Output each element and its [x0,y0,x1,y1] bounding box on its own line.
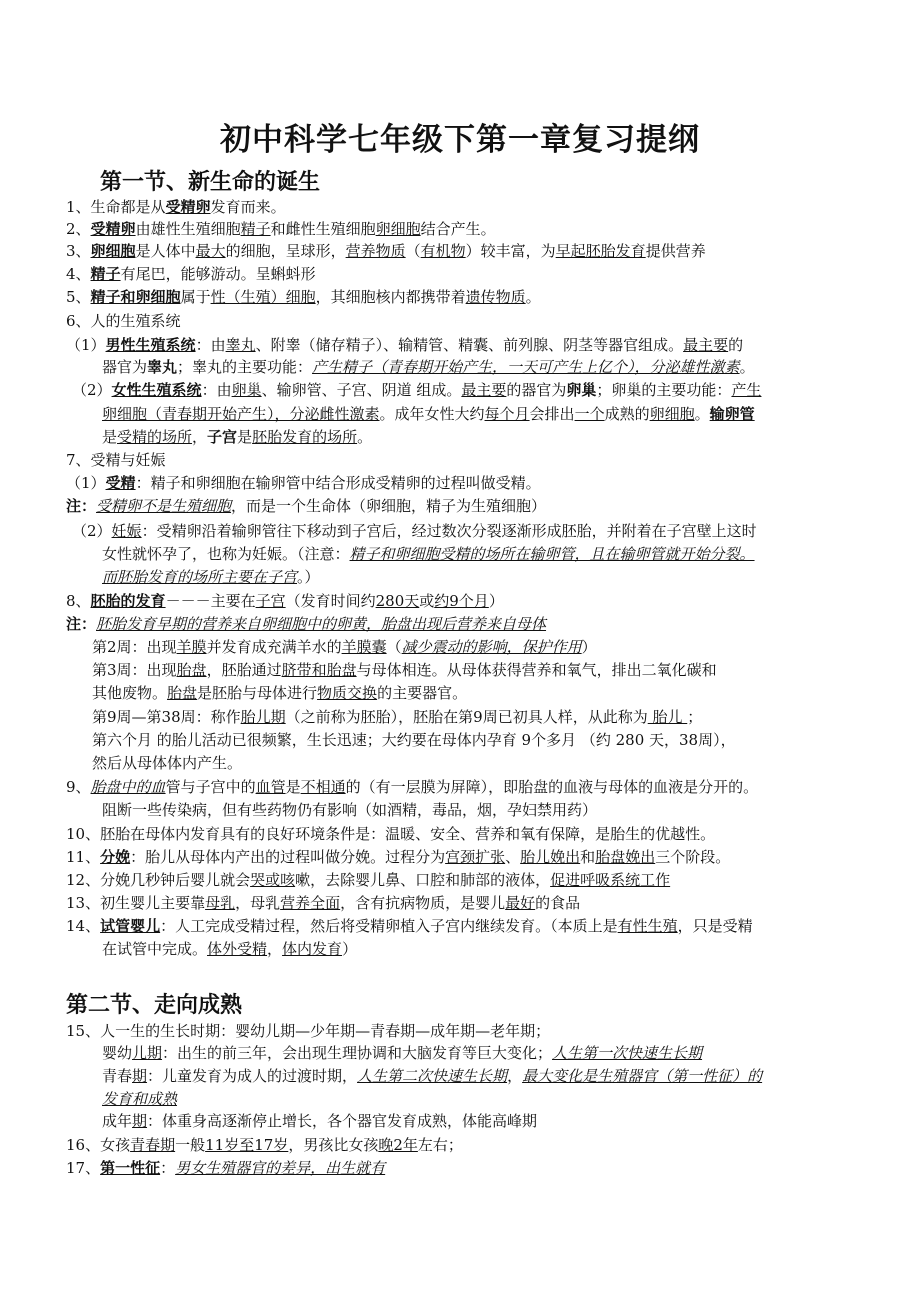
line-text: 16、女孩 [66,1136,131,1154]
line-text: ；卵巢的主要功能： [596,381,732,399]
underlined-text: 产生精子（青春期开始产生，一天可产生上亿个），分泌雄性激素 [312,358,740,376]
key-term: 精子 [90,265,121,283]
underlined-text: 精子和卵细胞受精的场所在输卵管，且在输卵管就开始分裂。 [349,545,755,563]
line-text: 是 [102,428,118,446]
underlined-text: 胎盘 [176,661,207,679]
line-text: 。） [297,568,320,586]
key-term: 子宫 [207,428,238,446]
line-text: 第9周—第38周：称作 [92,708,241,726]
line-text: 。 [357,428,373,446]
line-text: （ [405,242,421,260]
underlined-text: 最好 [505,894,536,912]
underlined-text: 物质交换 [317,684,378,702]
outline-line [66,1134,463,1156]
line-text: 青春 [102,1067,133,1085]
key-term: 注： [66,497,97,515]
line-text: 14、 [66,917,101,935]
line-text: 12、分娩几秒钟后婴儿就会 [66,871,251,889]
outline-line [92,636,597,658]
outline-line [66,263,316,285]
underlined-text: 有性生殖 [617,917,678,935]
line-text: ，胚胎通过 [206,661,282,679]
line-text: 。 [525,288,541,306]
line-text: 结合产生。 [420,220,496,238]
line-text: 、 [505,848,521,866]
line-text: 由雄性生殖细胞 [135,220,241,238]
line-text: 1、生命都是从 [66,198,166,216]
line-text: 6、人的生殖系统 [66,312,181,330]
line-text: 是 [237,428,253,446]
line-text: 与母体相连。从母体获得营养和氧气，排出二氧化碳和 [356,661,717,679]
underlined-text: 胚胎发育的场所 [252,428,358,446]
line-text: 4、 [66,265,91,283]
line-text: 并发育成充满羊水的 [206,638,342,656]
underlined-text: 胚胎发育早期的营养来自卵细胞中的卵黄，胎盘出现后营养来自母体 [96,615,547,633]
outline-line [102,1042,702,1064]
key-term: 注： [66,615,97,633]
outline-line [66,776,758,798]
underlined-text: 胎盘中的血 [90,778,166,796]
outline-line [92,682,467,704]
line-text: ）较丰富，为 [465,242,556,260]
outline-line [72,379,761,401]
line-text: 的 [728,336,744,354]
line-text: ：由 [201,381,232,399]
line-text: 然后从母体体内产生。 [92,754,243,772]
outline-line [66,472,541,494]
underlined-text: 儿期 [132,1044,163,1062]
key-term: 睾丸 [147,358,178,376]
line-text: ： [160,1159,176,1177]
line-text: ） [488,592,504,610]
line-text: ：儿童发育为成人的过渡时期， [147,1067,358,1085]
underlined-text: 血管 [255,778,286,796]
line-text: 一般 [175,1136,206,1154]
underlined-text: 期 [132,1067,148,1085]
line-text: （1） [66,474,106,492]
outline-line [102,1065,762,1087]
key-term: 受精 [105,474,136,492]
line-text: 成熟的 [604,405,650,423]
underlined-text: 体内发育 [282,940,343,958]
underlined-text: 晚2年 [378,1136,418,1154]
line-text: （1） [66,336,106,354]
outline-line [92,706,702,728]
line-text: 阻断一些传染病，但有些药物仍有影响（如酒精，毒品，烟，孕妇禁用药） [102,801,598,819]
line-text: ：受精卵沿着输卵管往下移动到子宫后，经过数次分裂逐渐形成胚胎，并附着在子宫壁上这时 [141,522,757,540]
underlined-text: 最大 [195,242,226,260]
line-text: 5、 [66,288,91,306]
line-text: ， [267,940,283,958]
line-text: ，其细胞核内都携带着 [315,288,466,306]
line-text: 嗽，去除婴儿鼻、口腔和肺部的液体， [295,871,551,889]
key-term: 卵巢 [566,381,597,399]
outline-line [66,590,504,612]
section-heading-2: 第二节、走向成熟 [66,992,243,1018]
underlined-text: 而胚胎发育的场所主要在子宫 [102,568,298,586]
outline-line [72,520,757,542]
line-text: ：精子和卵细胞在输卵管中结合形成受精卵的过程叫做受精。 [135,474,541,492]
line-text: ，男孩比女孩 [288,1136,379,1154]
key-term: 男性生殖系统 [105,336,196,354]
line-text: ，含有抗病物质，是婴儿 [340,894,506,912]
underlined-text: 胎儿 [647,708,688,726]
key-term: 女性生殖系统 [111,381,202,399]
line-text: 三个阶段。 [655,848,731,866]
line-text: （发育时间约 [285,592,376,610]
underlined-text: 一个 [574,405,605,423]
outline-line [66,915,753,937]
outline-line [102,1088,177,1110]
outline-line [66,449,166,471]
line-text: 8、 [66,592,91,610]
outline-line [66,286,541,308]
underlined-text: 男女生殖器官的差异，出生就有 [175,1159,386,1177]
underlined-text: 发育和成熟 [102,1090,178,1108]
underlined-text: 胎儿娩出 [520,848,581,866]
outline-line [102,566,320,588]
line-text: －－－主要在 [165,592,256,610]
underlined-text: 卵细胞 [649,405,695,423]
underlined-text: 哭或咳 [250,871,296,889]
line-text: ：胎儿从母体内产出的过程叫做分娩。过程分为 [130,848,446,866]
line-text: 婴幼 [102,1044,133,1062]
underlined-text: 青春期 [130,1136,176,1154]
line-text: 是胚胎与母体进行 [197,684,318,702]
underlined-text: 胎盘 [167,684,198,702]
line-text: ：人工完成受精过程，然后将受精卵植入子宫内继续发育。（本质上是 [160,917,618,935]
key-term: 分娩 [100,848,131,866]
line-text: ； [687,708,703,726]
outline-line [66,846,730,868]
underlined-text: 脐带和胎盘 [281,661,357,679]
line-text: ：出生的前三年，会出现生理协调和大脑发育等巨大变化； [162,1044,553,1062]
outline-line [66,869,670,891]
line-text: 13、初生婴儿主要靠 [66,894,206,912]
line-text: （2） [72,522,112,540]
line-text: ， [507,1067,523,1085]
line-text: 左右； [417,1136,463,1154]
underlined-text: 受精卵不是生殖细胞 [96,497,232,515]
key-term: 受精卵 [165,198,211,216]
underlined-text: 最主要 [683,336,729,354]
line-text: 的器官为 [506,381,567,399]
underlined-text: 胎儿期 [240,708,286,726]
underlined-text: 最大变化是生殖器官（第一性征）的 [522,1067,763,1085]
outline-line [66,892,580,914]
key-term: 受精卵 [90,220,136,238]
line-text: 。成年女性大约 [379,405,485,423]
outline-line [92,752,242,774]
line-text: 、附睾（储存精子）、输精管、精囊、前列腺、阴茎等器官组成。 [255,336,684,354]
line-text: 其他废物。 [92,684,168,702]
outline-line [66,240,706,262]
line-text: 是人体中 [135,242,196,260]
line-text: ） [342,940,358,958]
line-text: 是 [285,778,301,796]
underlined-text: 不相通 [300,778,346,796]
underlined-text: 有机物 [420,242,466,260]
line-text: ；睾丸的主要功能： [177,358,313,376]
underlined-text: 早起胚胎发育 [555,242,646,260]
line-text: 11、 [66,848,101,866]
underlined-text: 精子 [240,220,271,238]
line-text: ，而是一个生命体（卵细胞，精子为生殖细胞） [231,497,547,515]
outline-line [92,659,717,681]
key-term: 胚胎的发育 [90,592,166,610]
line-text: 。 [694,405,710,423]
line-text: 和 [580,848,596,866]
underlined-text: 人生第一次快速生长期 [552,1044,703,1062]
underlined-text: 体外受精 [207,940,268,958]
outline-line [102,1110,537,1132]
line-text: 的主要器官。 [377,684,468,702]
underlined-text: 卵细胞（青春期开始产生），分泌雌性激素 [102,405,380,423]
line-text: （ [386,638,402,656]
key-term: 试管婴儿 [100,917,161,935]
underlined-text: 最主要 [461,381,507,399]
outline-line [102,403,755,425]
outline-line [66,823,715,845]
line-text: 17、 [66,1159,101,1177]
line-text: 第六个月 的胎儿活动已很频繁，生长迅速；大约要在母体内孕育 9个多月 （约 280 天，38周）， [92,731,736,749]
line-text: ） [581,638,597,656]
underlined-text: 子宫 [255,592,286,610]
outline-line [92,729,736,751]
key-term: 第一性征 [100,1159,161,1177]
outline-line [66,1020,550,1042]
underlined-text: 睾丸 [225,336,256,354]
key-term: 输卵管 [709,405,755,423]
underlined-text: 营养全面 [280,894,341,912]
line-text: 第2周：出现 [92,638,177,656]
underlined-text: 性（生殖）细胞 [210,288,316,306]
underlined-text: 约9个月 [434,592,489,610]
underlined-text: 宫颈扩张 [445,848,506,866]
outline-line [66,310,181,332]
underlined-text: 胎盘娩出 [595,848,656,866]
key-term: 精子和卵细胞 [90,288,181,306]
underlined-text: 受精的场所 [117,428,193,446]
line-text: 女性就怀孕了，也称为妊娠。（注意： [102,545,350,563]
outline-line [102,543,755,565]
underlined-text: 卵细胞 [375,220,421,238]
line-text: 在试管中完成。 [102,940,208,958]
underlined-text: 遗传物质 [465,288,526,306]
line-text: ，只是受精 [677,917,753,935]
line-text: 第3周：出现 [92,661,177,679]
line-text: 和雌性生殖细胞 [270,220,376,238]
line-text: 成年 [102,1112,133,1130]
line-text: （2） [72,381,112,399]
line-text: 管与子宫中的 [165,778,256,796]
underlined-text: 羊膜 [176,638,207,656]
line-text: 的食品 [535,894,581,912]
outline-line [66,1157,385,1179]
outline-line [102,799,597,821]
outline-line [66,613,546,635]
underlined-text: 280天 [375,592,420,610]
outline-line [66,218,496,240]
line-text: 属于 [180,288,211,306]
line-text: 10、胚胎在母体内发育具有的良好环境条件是：温暖、安全、营养和氧有保障，是胎生的优越性。 [66,825,716,843]
line-text: 的（有一层膜为屏障），即胎盘的血液与母体的血液是分开的。 [345,778,759,796]
outline-line [66,495,546,517]
line-text: ：体重身高逐渐停止增长，各个器官发育成熟，体能高峰期 [147,1112,538,1130]
outline-line [102,356,755,378]
outline-line [102,938,357,960]
line-text: 2、 [66,220,91,238]
underlined-text: 营养物质 [345,242,406,260]
underlined-text: 每个月 [484,405,530,423]
line-text: 的细胞，呈球形， [225,242,346,260]
line-text: 或 [419,592,435,610]
outline-line [66,196,286,218]
underlined-text: 期 [132,1112,148,1130]
underlined-text: 母乳 [205,894,236,912]
underlined-text: 促进呼吸系统工作 [550,871,671,889]
line-text: 。 [739,358,755,376]
line-text: 器官为 [102,358,148,376]
line-text: ， [192,428,208,446]
line-text: ：由 [195,336,226,354]
line-text: （之前称为胚胎），胚胎在第9周已初具人样，从此称为 [285,708,648,726]
line-text: 9、 [66,778,91,796]
underlined-text: 羊膜囊 [341,638,387,656]
underlined-text: 产生 [731,381,762,399]
line-text: 会排出 [529,405,575,423]
line-text: 7、受精与妊娠 [66,451,166,469]
line-text: 15、人一生的生长时期：婴幼儿期—少年期—青春期—成年期—老年期； [66,1022,551,1040]
line-text: 提供营养 [645,242,706,260]
outline-line [66,334,743,356]
underlined-text: 妊娠 [111,522,142,540]
section-heading-1: 第一节、新生命的诞生 [100,169,321,195]
line-text: ，母乳 [235,894,281,912]
line-text: 、输卵管、子宫、阴道 组成。 [261,381,462,399]
underlined-text: 人生第二次快速生长期 [357,1067,508,1085]
underlined-text: 减少震动的影响，保护作用 [401,638,582,656]
outline-line [102,426,372,448]
line-text: 有尾巴，能够游动。呈蝌蚪形 [120,265,316,283]
line-text: 发育而来。 [210,198,286,216]
underlined-text: 卵巢 [231,381,262,399]
underlined-text: 11岁至17岁 [205,1136,289,1154]
page-title: 初中科学七年级下第一章复习提纲 [220,122,700,158]
line-text: 3、 [66,242,91,260]
key-term: 卵细胞 [90,242,136,260]
